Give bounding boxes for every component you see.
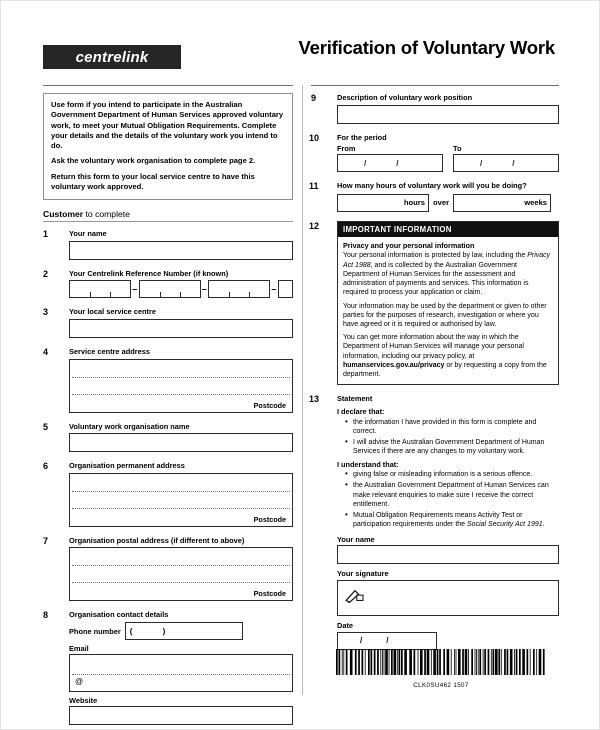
signature-date-input[interactable] bbox=[337, 632, 437, 650]
privacy-paragraph-2: Your information may be used by the department or given to other parties for the purposes of research, investigation or where you have agreed or it is required or authorised by law. bbox=[343, 302, 547, 329]
declare-list bbox=[337, 418, 559, 457]
postcode-label: Postcode bbox=[253, 514, 286, 524]
website-label: Website bbox=[69, 696, 98, 705]
declarant-name-label: Your name bbox=[337, 534, 375, 544]
question-2 bbox=[43, 269, 293, 299]
question-5 bbox=[43, 422, 293, 453]
postcode-label: Postcode bbox=[253, 400, 286, 410]
customer-section-rule bbox=[43, 221, 293, 222]
question-9-number: 9 bbox=[311, 93, 317, 103]
privacy-text bbox=[338, 237, 558, 385]
privacy-paragraph-1 bbox=[343, 251, 553, 297]
statement-block bbox=[337, 394, 559, 650]
question-7-number: 7 bbox=[43, 535, 49, 546]
page-title: Verification of Voluntary Work bbox=[298, 37, 555, 58]
list-item: • I will advise the Australian Government Department of Human Services if there are any changes to my voluntary work. bbox=[347, 438, 559, 456]
at-sign-icon: @ bbox=[75, 677, 84, 686]
period-to-input[interactable] bbox=[453, 154, 559, 172]
important-information-box bbox=[337, 221, 559, 386]
list-item: • the Australian Government Department of Human Services can make relevant enquiries to make sure I receive the correct entitlement. bbox=[347, 481, 559, 509]
question-9-label: Description of voluntary work position bbox=[337, 93, 473, 102]
question-8-label: Organisation contact details bbox=[69, 610, 169, 620]
pen-signature-icon bbox=[344, 588, 366, 604]
customer-section-heading-strong: Customer bbox=[43, 209, 84, 219]
privacy-subheading: Privacy and your personal information bbox=[343, 240, 475, 250]
period-from bbox=[337, 144, 443, 172]
question-6-label: Organisation permanent address bbox=[69, 461, 185, 471]
over-label: over bbox=[433, 198, 450, 208]
question-3 bbox=[43, 307, 293, 338]
address-line-divider bbox=[72, 394, 290, 395]
crn-cell[interactable] bbox=[90, 281, 110, 297]
statement-label: Statement bbox=[337, 394, 373, 404]
social-security-act-citation: Social Security Act 1991 bbox=[467, 521, 543, 529]
crn-group-1[interactable] bbox=[69, 280, 131, 298]
question-12 bbox=[311, 221, 559, 386]
date-slash: / bbox=[360, 635, 363, 645]
privacy-paragraph-3 bbox=[343, 333, 553, 379]
question-2-label: Your Centrelink Reference Number (if known) bbox=[69, 268, 229, 278]
date-label: Date bbox=[337, 621, 354, 631]
period-from-input[interactable] bbox=[337, 154, 443, 172]
work-position-description-input[interactable] bbox=[337, 105, 559, 124]
declarant-name-input[interactable] bbox=[337, 545, 559, 564]
instruction-paragraph-1: Use form if you intend to participate in the Australian Government Department of Human Services approved voluntary work, to meet your Mutual Obligation Requirements. Complete your details and the details of the voluntary work you intend to do. bbox=[51, 100, 284, 150]
question-11-number: 11 bbox=[309, 181, 319, 192]
question-7 bbox=[43, 536, 293, 602]
right-header-rule bbox=[311, 85, 559, 86]
address-line-divider bbox=[72, 491, 290, 492]
question-4-label: Service centre address bbox=[69, 346, 150, 356]
question-13-number: 13 bbox=[309, 394, 320, 405]
question-8-number: 8 bbox=[43, 610, 49, 621]
address-line-divider bbox=[72, 565, 290, 566]
crn-cell[interactable] bbox=[110, 281, 130, 297]
question-3-label: Your local service centre bbox=[69, 307, 156, 317]
question-1 bbox=[43, 229, 293, 260]
privacy-p3-part-b: or by requesting a copy from the department. bbox=[343, 361, 547, 379]
instruction-paragraph-2: Ask the voluntary work organisation to complete page 2. bbox=[51, 156, 256, 166]
to-label: To bbox=[453, 144, 462, 154]
crn-cell[interactable] bbox=[160, 281, 180, 297]
question-4 bbox=[43, 347, 293, 413]
question-9 bbox=[311, 93, 559, 124]
signature-input[interactable] bbox=[337, 580, 559, 616]
left-column bbox=[43, 85, 293, 730]
crn-separator: – bbox=[132, 283, 138, 294]
header-rule bbox=[43, 85, 293, 86]
phone-number-row bbox=[69, 622, 293, 640]
crn-cell[interactable] bbox=[229, 281, 249, 297]
crn-separator: – bbox=[271, 283, 277, 294]
right-column bbox=[311, 85, 559, 659]
understand-item-3-part-a: Mutual Obligation Requirements means Activity Test or participation requirements under the bbox=[353, 512, 523, 529]
hours-unit-label: hours bbox=[403, 198, 425, 208]
website-input[interactable] bbox=[69, 706, 293, 725]
local-service-centre-input[interactable] bbox=[69, 319, 293, 338]
declare-heading: I declare that: bbox=[337, 407, 385, 417]
privacy-p1-part-b: , and is collected by the Australian Government Department of Human Services for the assessment and administration of payments and services. This information is required to process your application or claim. bbox=[343, 261, 529, 297]
list-item: • giving false or misleading information is a serious offence. bbox=[347, 470, 559, 479]
weeks-unit-label: weeks bbox=[524, 198, 548, 208]
question-8 bbox=[43, 610, 293, 725]
hours-input[interactable] bbox=[337, 194, 429, 212]
organisation-postal-address-input[interactable] bbox=[69, 547, 293, 601]
list-item bbox=[347, 511, 559, 529]
privacy-p1-part-a: Your personal information is protected by law, including the bbox=[343, 252, 528, 260]
email-input[interactable] bbox=[69, 654, 293, 692]
question-5-number: 5 bbox=[43, 421, 49, 432]
your-name-input[interactable] bbox=[69, 241, 293, 260]
question-10-number: 10 bbox=[309, 132, 320, 143]
barcode-code-text: CLK0SU462 1507 bbox=[413, 682, 469, 689]
question-4-number: 4 bbox=[43, 346, 49, 357]
barcode-image bbox=[335, 649, 547, 675]
customer-section-heading-rest: to complete bbox=[83, 209, 130, 219]
list-item: • the information I have provided in this form is complete and correct. bbox=[347, 418, 559, 436]
address-line-divider bbox=[72, 377, 290, 378]
question-6-number: 6 bbox=[43, 461, 49, 472]
weeks-input[interactable] bbox=[453, 194, 551, 212]
crn-cell[interactable] bbox=[209, 281, 229, 297]
period-to bbox=[453, 144, 559, 172]
email-line-divider bbox=[72, 674, 290, 675]
crn-separator: – bbox=[201, 283, 207, 294]
address-line-divider bbox=[72, 508, 290, 509]
organisation-name-input[interactable] bbox=[69, 433, 293, 452]
phone-number-label: Phone number bbox=[69, 626, 121, 636]
question-11 bbox=[311, 181, 559, 212]
understand-heading: I understand that: bbox=[337, 459, 399, 469]
email-label: Email bbox=[69, 644, 89, 653]
signature-label: Your signature bbox=[337, 569, 389, 579]
postcode-label: Postcode bbox=[253, 589, 286, 599]
question-3-number: 3 bbox=[43, 307, 49, 318]
organisation-permanent-address-input[interactable] bbox=[69, 473, 293, 527]
privacy-act-citation: Privacy Act 1988 bbox=[343, 252, 551, 269]
phone-number-input[interactable]: ( ) bbox=[125, 622, 243, 640]
question-12-number: 12 bbox=[309, 220, 320, 231]
question-5-label: Voluntary work organisation name bbox=[69, 421, 190, 431]
crn-cell[interactable] bbox=[180, 281, 200, 297]
crn-cell[interactable] bbox=[249, 281, 269, 297]
question-1-label: Your name bbox=[69, 229, 107, 238]
hours-weeks-row bbox=[337, 194, 559, 212]
crn-input-group[interactable] bbox=[69, 280, 293, 298]
service-centre-address-input[interactable] bbox=[69, 359, 293, 413]
question-6 bbox=[43, 461, 293, 527]
question-2-number: 2 bbox=[43, 268, 49, 279]
date-slash: / bbox=[480, 158, 483, 168]
barcode-area bbox=[335, 649, 547, 689]
date-slash: / bbox=[396, 158, 399, 168]
question-7-label: Organisation postal address (if different to above) bbox=[69, 535, 245, 545]
instruction-paragraph-3: Return this form to your local service centre to have this voluntary work approved. bbox=[51, 171, 255, 191]
crn-group-2[interactable] bbox=[139, 280, 201, 298]
privacy-policy-url: humanservices.gov.au/privacy bbox=[343, 361, 445, 369]
date-slash: / bbox=[386, 635, 389, 645]
date-slash: / bbox=[364, 158, 367, 168]
column-divider bbox=[302, 85, 303, 695]
instructions-box bbox=[43, 93, 293, 200]
understand-item-3-part-b: . bbox=[542, 521, 545, 529]
crn-cell[interactable] bbox=[140, 281, 160, 297]
crn-group-3[interactable] bbox=[208, 280, 270, 298]
from-label: From bbox=[337, 144, 356, 154]
centrelink-logo: centrelink bbox=[43, 45, 181, 69]
period-date-row bbox=[337, 144, 559, 172]
crn-cell[interactable] bbox=[70, 281, 90, 297]
question-1-number: 1 bbox=[43, 229, 49, 239]
address-line-divider bbox=[72, 582, 290, 583]
question-10 bbox=[311, 133, 559, 173]
important-information-banner: IMPORTANT INFORMATION bbox=[338, 222, 558, 237]
crn-check-digit[interactable] bbox=[278, 280, 293, 298]
question-13 bbox=[311, 394, 559, 650]
date-slash: / bbox=[512, 158, 515, 168]
customer-section-heading bbox=[43, 209, 293, 219]
privacy-p3-part-a: You can get more information about the way in which the Department of Human Services will manage your personal information, including our privacy policy, at bbox=[343, 334, 524, 360]
understand-list bbox=[337, 470, 559, 529]
question-10-label: For the period bbox=[337, 132, 387, 142]
question-11-label: How many hours of voluntary work will you be doing? bbox=[337, 181, 527, 191]
